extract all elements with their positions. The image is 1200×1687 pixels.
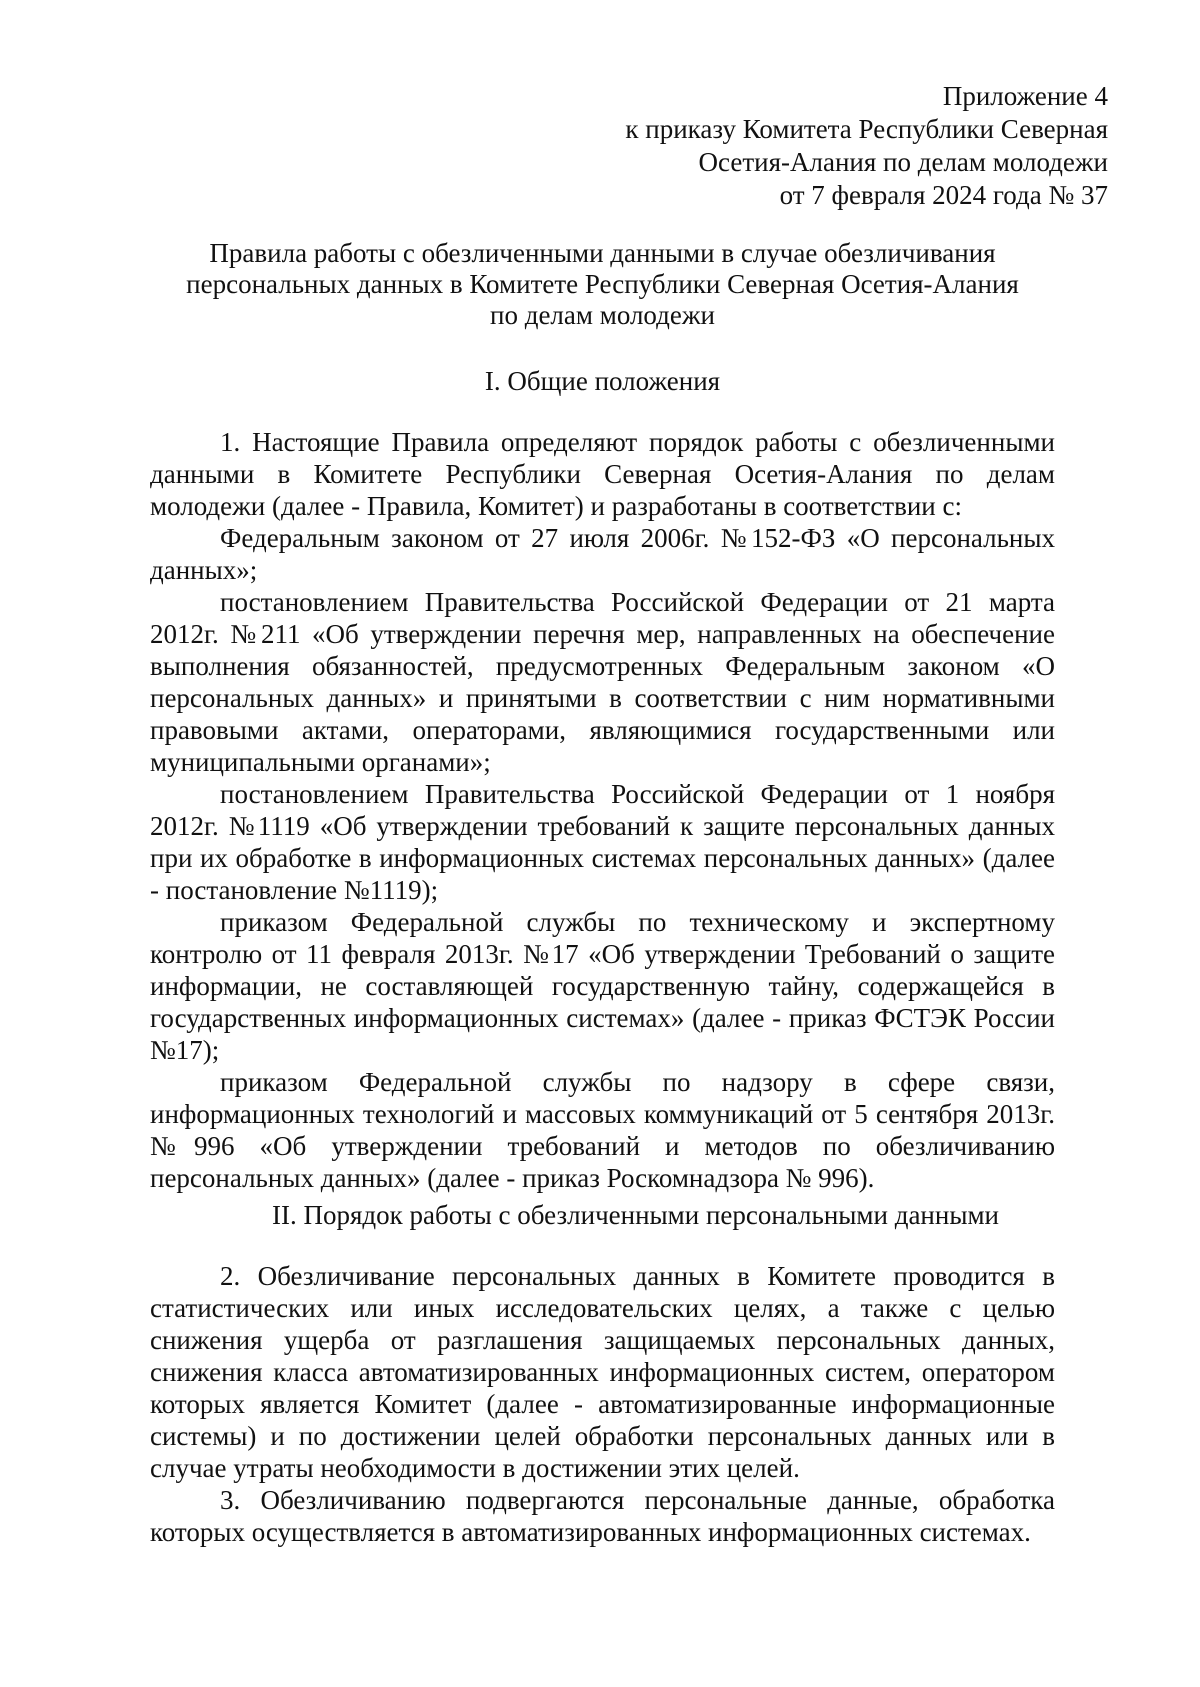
document-title	[150, 238, 1055, 331]
section-heading-general: I. Общие положения	[484, 366, 721, 396]
paragraph: постановлением Правительства Российской Федерации от 21 марта 2012г. №211 «Об утверждении перечня мер, направленных на обеспечение выполнения обязанностей, предусмотренных Федеральным законом «О персональных данных» и принятыми в соответствии с ним нормативными правовыми актами, операторами, являющимися государственными или муниципальными органами»;	[150, 587, 1055, 777]
appendix-line: к приказу Комитета Республики Северная	[625, 114, 1108, 144]
paragraph: 2. Обезличивание персональных данных в Комитете проводится в статистических или иных исследовательских целях, а также с целью снижения ущерба от разглашения защищаемых персональных данных, снижения класса автоматизированных информационных систем, оператором которых является Комитет (далее - автоматизированные информационные системы) и по достижении целей обработки персональных данных или в случае утраты необходимости в достижении этих целей.	[150, 1261, 1055, 1483]
paragraph: постановлением Правительства Российской Федерации от 1 ноября 2012г. №1119 «Об утверждении требований к защите персональных данных при их обработке в информационных системах персональных данных» (далее - постановление №1119);	[150, 779, 1055, 905]
title-line: Правила работы с обезличенными данными в случае обезличивания	[209, 238, 996, 268]
appendix-line: от 7 февраля 2024 года № 37	[779, 180, 1108, 210]
title-line: персональных данных в Комитете Республики Северная Осетия-Алания	[186, 269, 1019, 299]
section-procedure-body	[150, 1260, 1055, 1548]
section-heading-procedure: II. Порядок работы с обезличенными персональными данными	[272, 1200, 1000, 1230]
paragraph: 1. Настоящие Правила определяют порядок работы с обезличенными данными в Комитете Республики Северная Осетия-Алания по делам молодежи (далее - Правила, Комитет) и разработаны в соответствии с:	[150, 427, 1055, 521]
section-general-body	[150, 426, 1055, 1194]
title-line: по делам молодежи	[490, 300, 715, 330]
paragraph: приказом Федеральной службы по надзору в сфере связи, информационных технологий и массовых коммуникаций от 5 сентября 2013г. №996 «Об утверждении требований и методов по обезличиванию персональных данных» (далее - приказ Роскомнадзора № 996).	[150, 1067, 1055, 1193]
paragraph: приказом Федеральной службы по техническому и экспертному контролю от 11 февраля 2013г. №17 «Об утверждении Требований о защите информации, не составляющей государственную тайну, содержащейся в государственных информационных системах» (далее - приказ ФСТЭК России №17);	[150, 907, 1055, 1065]
appendix-line: Осетия-Алания по делам молодежи	[698, 147, 1108, 177]
paragraph: 3. Обезличиванию подвергаются персональные данные, обработка которых осуществляется в автоматизированных информационных системах.	[150, 1485, 1055, 1547]
appendix-header	[625, 80, 1108, 212]
paragraph: Федеральным законом от 27 июля 2006г. №152-ФЗ «О персональных данных»;	[150, 523, 1055, 585]
appendix-line: Приложение 4	[942, 81, 1108, 111]
